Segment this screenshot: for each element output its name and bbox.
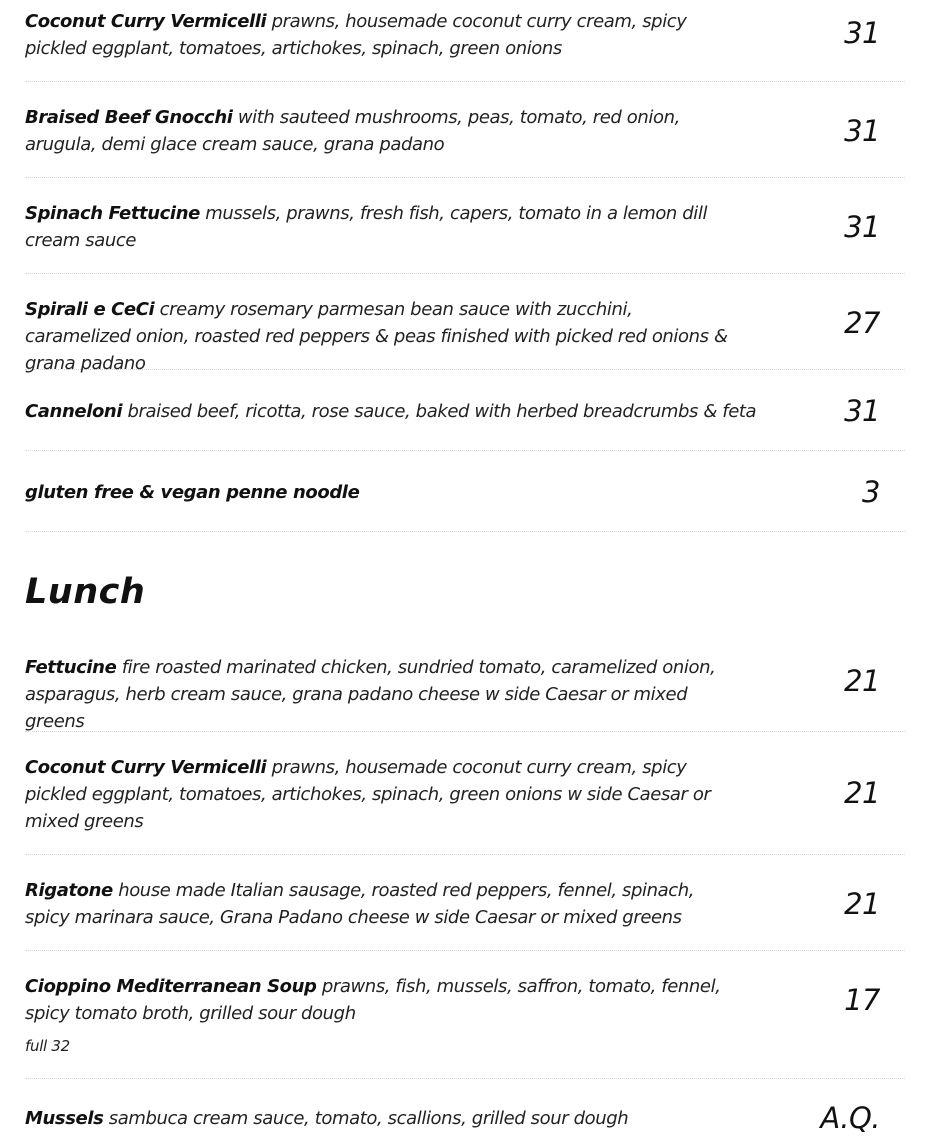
item-price: 31 [844, 114, 880, 148]
menu-item-braised-beef-gnocchi [25, 82, 905, 178]
item-text [25, 8, 740, 62]
menu-item-lunch-mussels [25, 1079, 905, 1139]
item-description: mussels, prawns, fresh fish, capers, tomato in a lemon dill cream sauce [25, 203, 708, 251]
item-description: fire roasted marinated chicken, sundried tomato, caramelized onion, asparagus, herb cream sauce, grana padano cheese w side Caesar or mixed greens [25, 657, 716, 732]
menu-item-lunch-rigatone [25, 855, 905, 951]
item-text [25, 877, 740, 931]
item-description: sambuca cream sauce, tomato, scallions, grilled sour dough [108, 1108, 629, 1129]
item-note: full 32 [25, 1037, 70, 1055]
item-name: Mussels [25, 1108, 104, 1129]
item-text [25, 296, 740, 377]
item-name: Braised Beef Gnocchi [25, 107, 233, 128]
menu [25, 0, 905, 1139]
item-name: Fettucine [25, 657, 117, 678]
item-description: prawns, fish, mussels, saffron, tomato, fennel, spicy tomato broth, grilled sour dough [25, 976, 721, 1024]
item-price: A.Q. [820, 1101, 880, 1135]
item-description: with sauteed mushrooms, peas, tomato, red onion, arugula, demi glace cream sauce, grana padano [25, 107, 680, 155]
item-text [25, 973, 740, 1027]
lunch-section-header [25, 532, 905, 654]
item-price: 21 [844, 664, 880, 698]
item-text [25, 1105, 740, 1132]
item-name: gluten free & vegan penne noodle [25, 482, 360, 503]
section-title: Lunch [25, 572, 146, 612]
item-price: 17 [844, 983, 880, 1017]
item-name: Canneloni [25, 401, 123, 422]
item-description: creamy rosemary parmesan bean sauce with zucchini, caramelized onion, roasted red peppers & peas finished with picked red onions & grana padano [25, 299, 728, 374]
menu-item-spirali-e-ceci [25, 274, 905, 374]
item-description: prawns, housemade coconut curry cream, spicy pickled eggplant, tomatoes, artichokes, spinach, green onions w side Caesar or mixed greens [25, 757, 711, 832]
item-description: braised beef, ricotta, rose sauce, baked with herbed breadcrumbs & feta [127, 401, 757, 422]
menu-item-coconut-curry-vermicelli [25, 0, 905, 82]
item-price: 31 [844, 394, 880, 428]
item-price: 21 [844, 776, 880, 810]
item-price: 27 [844, 306, 880, 340]
item-price: 3 [862, 475, 880, 509]
item-text [25, 754, 740, 835]
menu-item-lunch-coconut-curry-vermicelli [25, 732, 905, 855]
menu-item-lunch-fettucine [25, 654, 905, 732]
item-description: prawns, housemade coconut curry cream, spicy pickled eggplant, tomatoes, artichokes, spinach, green onions [25, 11, 687, 59]
item-name: Coconut Curry Vermicelli [25, 11, 267, 32]
item-price: 31 [844, 210, 880, 244]
menu-item-lunch-cioppino [25, 951, 905, 1079]
menu-item-gluten-free-penne [25, 451, 905, 532]
item-price: 21 [844, 887, 880, 921]
item-text [25, 104, 740, 158]
item-text [25, 654, 740, 735]
item-name: Spinach Fettucine [25, 203, 200, 224]
item-text [25, 398, 765, 425]
item-text [25, 479, 740, 506]
item-name: Coconut Curry Vermicelli [25, 757, 267, 778]
item-description: house made Italian sausage, roasted red peppers, fennel, spinach, spicy marinara sauce, Grana Padano cheese w side Caesar or mixed greens [25, 880, 695, 928]
menu-item-canneloni [25, 370, 905, 451]
item-name: Cioppino Mediterranean Soup [25, 976, 317, 997]
item-name: Rigatone [25, 880, 113, 901]
item-text [25, 200, 740, 254]
menu-item-spinach-fettucine [25, 178, 905, 274]
item-name: Spirali e CeCi [25, 299, 155, 320]
item-price: 31 [844, 16, 880, 50]
